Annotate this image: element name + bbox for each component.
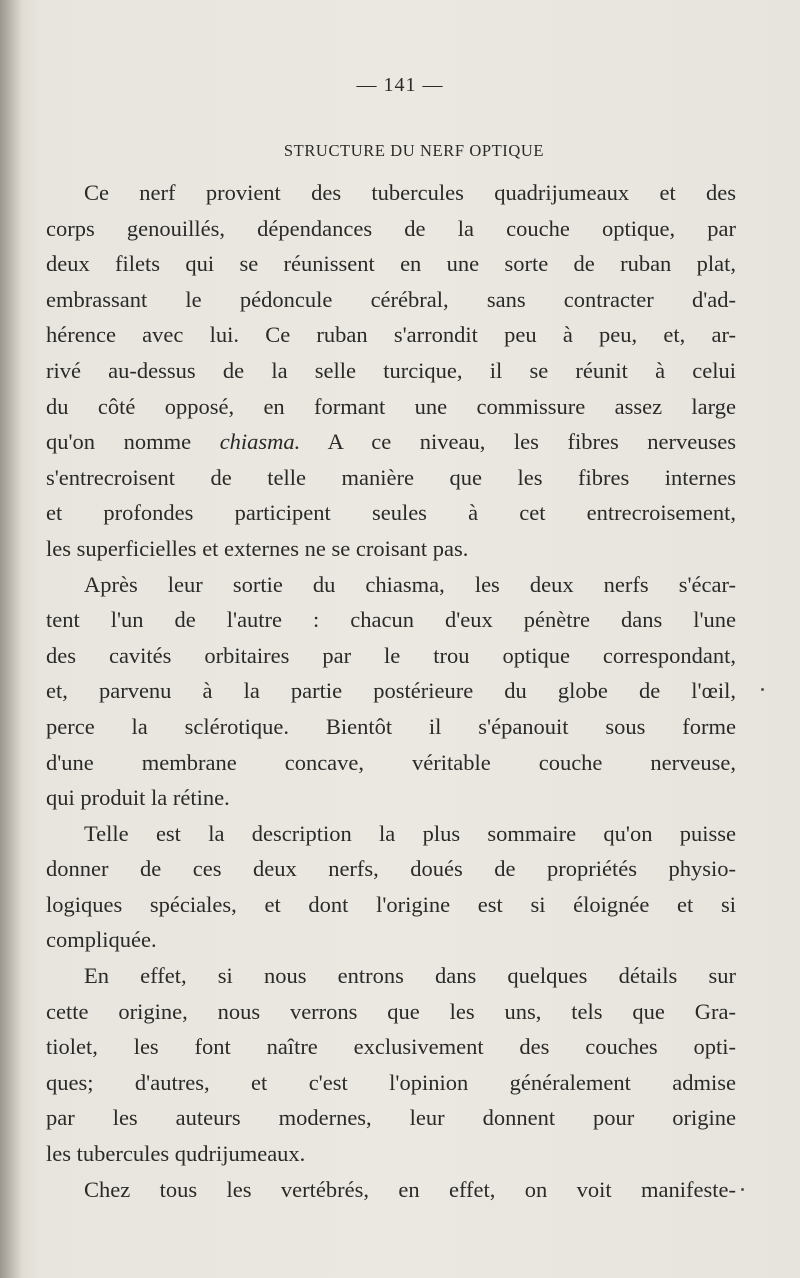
text-line: par les auteurs modernes, leur donnent pour origine	[46, 1105, 736, 1131]
paper-speck	[741, 1188, 744, 1191]
text-line: logiques spéciales, et dont l'origine est si éloignée et si	[46, 891, 736, 917]
text-line: qui produit la rétine.	[46, 785, 230, 811]
text-line: rivé au-dessus de la selle turcique, il se réunit à celui	[46, 357, 736, 383]
body-text	[46, 175, 736, 1207]
text-line: tiolet, les font naître exclusivement des couches opti-	[46, 1034, 736, 1060]
text-line: ques; d'autres, et c'est l'opinion généralement admise	[46, 1069, 736, 1095]
running-title: STRUCTURE DU NERF OPTIQUE	[283, 141, 545, 160]
italic-term: chiasma.	[219, 429, 301, 455]
text-line: En effet, si nous entrons dans quelques détails sur	[84, 963, 736, 989]
text-line: compliquée.	[46, 927, 157, 953]
text-line: donner de ces deux nerfs, doués de propriétés physio-	[46, 856, 736, 882]
text-line: hérence avec lui. Ce ruban s'arrondit peu à peu, et, ar-	[46, 322, 736, 348]
text-line: perce la sclérotique. Bientôt il s'épanouit sous forme	[46, 713, 736, 739]
text-line: des cavités orbitaires par le trou optique correspondant,	[46, 642, 736, 668]
text-line: Telle est la description la plus sommaire qu'on puisse	[84, 820, 736, 846]
text-line: Chez tous les vertébrés, en effet, on voit manifeste-	[84, 1176, 736, 1202]
text-fragment: qu'on nomme	[46, 429, 192, 455]
text-line: les superficielles et externes ne se croisant pas.	[46, 535, 469, 561]
text-line: du côté opposé, en formant une commissure assez large	[46, 393, 736, 419]
text-line: corps genouillés, dépendances de la couche optique, par	[46, 215, 736, 241]
text-line: Après leur sortie du chiasma, les deux nerfs s'écar-	[84, 571, 736, 597]
text-line: d'une membrane concave, véritable couche nerveuse,	[46, 749, 736, 775]
text-line: les tubercules qudrijumeaux.	[46, 1141, 306, 1167]
text-line: embrassant le pédoncule cérébral, sans contracter d'ad-	[46, 286, 736, 312]
page-number: — 141 —	[356, 74, 444, 96]
gutter-shadow	[0, 0, 22, 1278]
text-line: tent l'un de l'autre : chacun d'eux pénètre dans l'une	[46, 607, 736, 633]
text-line: et, parvenu à la partie postérieure du globe de l'œil,	[46, 678, 736, 704]
text-line: cette origine, nous verrons que les uns, tels que Gra-	[46, 998, 736, 1024]
text-line: Ce nerf provient des tubercules quadrijumeaux et des	[84, 180, 736, 205]
text-fragment: A ce niveau, les fibres nerveuses	[327, 429, 736, 455]
text-line: s'entrecroisent de telle manière que les fibres internes	[46, 464, 736, 490]
text-line-with-italic	[46, 424, 736, 460]
paper-speck	[761, 688, 764, 691]
text-line: deux filets qui se réunissent en une sorte de ruban plat,	[46, 251, 736, 277]
text-line: et profondes participent seules à cet entrecroisement,	[46, 500, 736, 526]
